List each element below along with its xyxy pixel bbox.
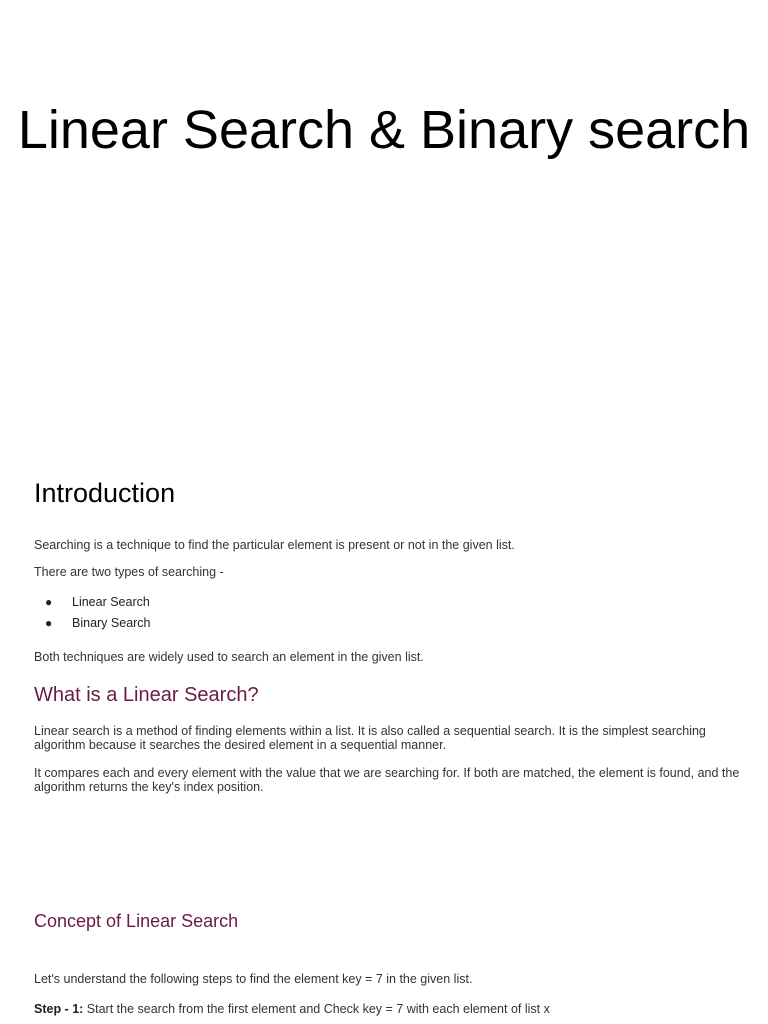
list-item-label: Linear Search xyxy=(72,595,150,609)
step-1-text: Start the search from the first element and Check key = 7 with each element of list x xyxy=(83,1002,550,1016)
list-item-label: Binary Search xyxy=(72,616,151,630)
introduction-heading: Introduction xyxy=(34,478,176,508)
linear-search-heading: What is a Linear Search? xyxy=(34,684,259,706)
intro-paragraph-3: Both techniques are widely used to search an element in the given list. xyxy=(34,650,424,664)
concept-heading: Concept of Linear Search xyxy=(34,911,239,931)
linear-paragraph-1: Linear search is a method of finding elements within a list. It is also called a sequential search. It is the simplest searching algorithm because it searches the desired element in a sequential manner. xyxy=(34,724,706,752)
intro-paragraph-2: There are two types of searching - xyxy=(34,565,224,579)
bullet-icon: ● xyxy=(45,595,53,609)
concept-paragraph-1: Let's understand the following steps to find the element key = 7 in the given list. xyxy=(34,972,473,986)
step-1-label: Step - 1: xyxy=(34,1002,84,1016)
bullet-icon: ● xyxy=(45,616,53,630)
linear-paragraph-2: It compares each and every element with the value that we are searching for. If both are matched, the element is found, and the algorithm returns the key's index position. xyxy=(34,766,740,794)
document-title: Linear Search & Binary search xyxy=(17,100,751,160)
step-1-paragraph xyxy=(34,1002,550,1016)
intro-paragraph-1: Searching is a technique to find the particular element is present or not in the given list. xyxy=(34,538,515,552)
